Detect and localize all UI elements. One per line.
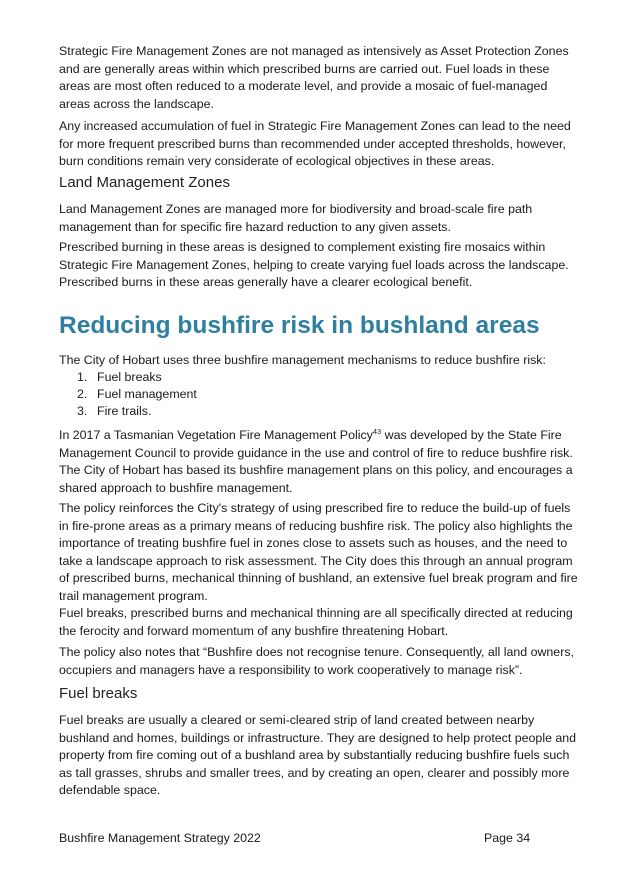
land-management-heading: Land Management Zones <box>59 174 230 191</box>
paragraph-policy: In 2017 a Tasmanian Vegetation Fire Management Policy$^{43}$ was developed by the State Fire Management Council to provide guidance in the use and control of fire to reduce bushfire risk. The City of Hobart has based its bushfire management plans on this policy, and encourages a shared approach to bushfire management. <box>59 427 573 495</box>
list-item: 2. Fuel management <box>77 386 197 401</box>
mechanisms-list <box>59 369 197 419</box>
list-item: 1. Fuel breaks <box>77 370 162 384</box>
paragraph-fuel-breaks-directed: Fuel breaks, prescribed burns and mechanical thinning are all specifically directed at reducing the ferocity and forward momentum of any bushfire threatening Hobart. <box>59 606 573 638</box>
paragraph-land-management-1: Land Management Zones are managed more for biodiversity and broad-scale fire path management than for specific fire hazard reduction to any given assets. <box>59 202 533 234</box>
paragraph-strategic-zones-2: Any increased accumulation of fuel in Strategic Fire Management Zones can lead to the need for more frequent prescribed burns than recommended under accepted thresholds, however, burn conditions remain very considerate of ecological objectives in these areas. <box>59 119 571 169</box>
fuel-breaks-heading: Fuel breaks <box>59 685 138 702</box>
paragraph-tenure: The policy also notes that “Bushfire does not recognise tenure. Consequently, all land owners, occupiers and managers have a responsibility to work cooperatively to manage risk”. <box>59 645 574 677</box>
footer-page-number: Page 34 <box>484 831 531 845</box>
footnote-ref[interactable]: 43 <box>372 427 382 436</box>
paragraph-intro-mechanisms: The City of Hobart uses three bushfire management mechanisms to reduce bushfire risk: <box>59 353 546 367</box>
list-item: 3. Fire trails. <box>77 403 152 418</box>
paragraph-land-management-2: Prescribed burning in these areas is designed to complement existing fire mosaics within Strategic Fire Management Zones, helping to create varying fuel loads across the landscape. Prescribed burns in these areas generally have a clearer ecological benefit. <box>59 240 569 290</box>
paragraph-policy-reinforces: The policy reinforces the City's strategy of using prescribed fire to reduce the build-up of fuels in fire-prone areas as a primary means of reducing bushfire risk. The policy also highlights the importance of treating bushfire fuel in zones close to assets such as houses, and the need to take a landscape approach to risk assessment. The City does this through an annual program of prescribed burns, mechanical thinning of bushland, an extensive fuel break program and fire trail management program. <box>59 501 578 603</box>
paragraph-strategic-zones-1: Strategic Fire Management Zones are not managed as intensively as Asset Protection Zones and are generally areas within which prescribed burns are carried out. Fuel loads in these areas are most often reduced to a moderate level, and provide a mosaic of fuel-managed areas across the landscape. <box>59 44 569 111</box>
section-heading-reducing-risk: Reducing bushfire risk in bushland areas <box>59 312 540 339</box>
paragraph-fuel-breaks: Fuel breaks are usually a cleared or semi-cleared strip of land created between nearby bushland and homes, buildings or infrastructure. They are designed to help protect people and property from fire coming out of a bushland area by substantially reducing bushfire fuels such as tall grasses, shrubs and smaller trees, and by creating an open, clearer and possibly more defendable space. <box>59 713 577 798</box>
footer-title: Bushfire Management Strategy 2022 <box>59 831 261 845</box>
